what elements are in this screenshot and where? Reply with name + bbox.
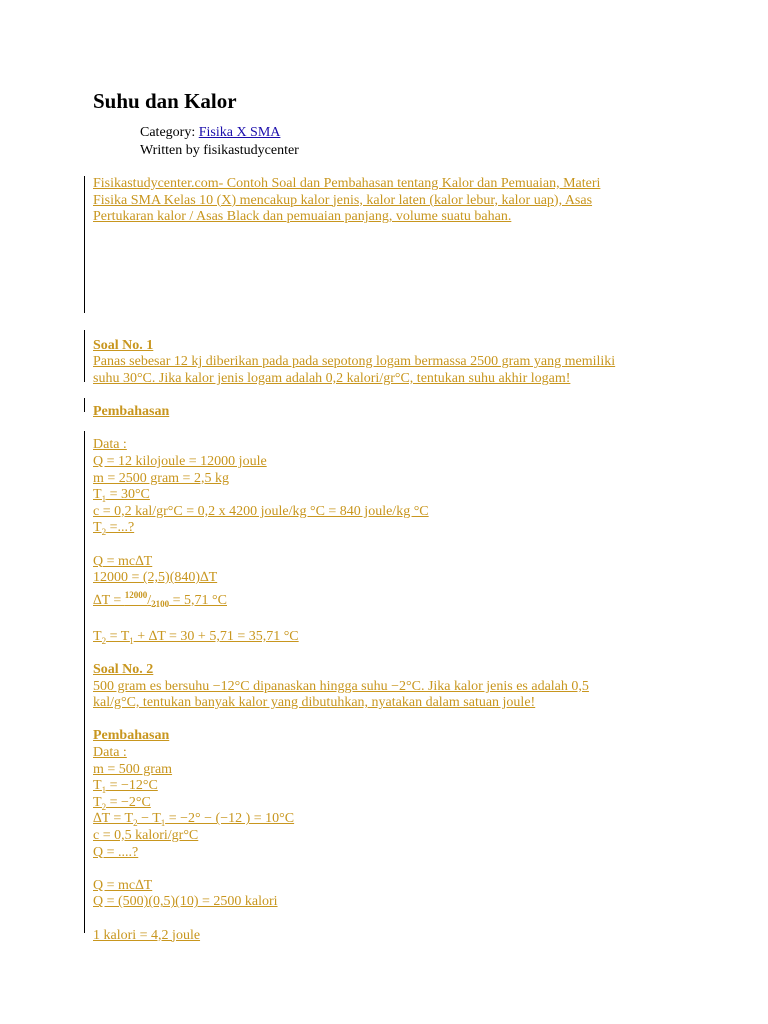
given-t2[interactable]: $T_2$ =...? xyxy=(93,520,135,538)
intro-paragraph[interactable] xyxy=(93,176,693,226)
margin-rule xyxy=(84,176,85,313)
data-label[interactable]: Data : xyxy=(93,745,127,761)
margin-rule xyxy=(84,431,85,933)
soal-2-line[interactable]: 500 gram es bersuhu −12°C dipanaskan hingga suhu −2°C. Jika kalor jenis es adalah 0,5 xyxy=(93,678,589,694)
result-line[interactable]: $T_2 = T_1 + \Delta T = 30 + 5,71 = 35,71$ °C xyxy=(93,628,299,646)
article-meta xyxy=(140,124,299,160)
equation-fraction[interactable]: $\Delta T = ^{12000}/_{2100} = 5,71$ °C xyxy=(93,589,227,609)
soal-2 xyxy=(93,662,693,712)
soal-1-line[interactable]: Panas sebesar 12 kj diberikan pada pada sepotong logam bermassa 2500 gram yang memiliki xyxy=(93,354,616,370)
given-t1[interactable]: $T_1 = -12^\circ C$ xyxy=(93,778,158,796)
soal-2-line[interactable]: kal/g°C, tentukan banyak kalor yang dibutuhkan, nyatakan dalam satuan joule! xyxy=(93,695,536,711)
intro-line[interactable]: Pertukaran kalor / Asas Black dan pemuaian panjang, volume suatu bahan. xyxy=(93,209,512,225)
spacer xyxy=(93,226,693,338)
given-c[interactable]: c = 0,5 kalori/gr°C xyxy=(93,828,199,843)
pembahasan-1 xyxy=(93,404,693,645)
pembahasan-1-heading[interactable]: Pembahasan xyxy=(93,404,170,420)
margin-rule xyxy=(84,330,85,382)
given-c[interactable]: c = 0,2 kal/gr°C = 0,2 x 4200 joule/kg °C = 840 joule/kg °C xyxy=(93,503,429,519)
category-label: Category: xyxy=(140,125,196,140)
pembahasan-2-heading[interactable]: Pembahasan xyxy=(93,728,170,744)
equation[interactable]: Q = mc∆T xyxy=(93,877,153,893)
soal-2-heading[interactable]: Soal No. 2 xyxy=(93,662,154,678)
equation[interactable]: Q = (500)(0,5)(10) = 2500 kalori xyxy=(93,894,278,910)
equation[interactable]: Q = mc∆T xyxy=(93,553,153,569)
given-dt[interactable]: $\Delta T = T_2 - T_1 = -2^\circ - (-12$ ) = 10°C xyxy=(93,811,295,829)
equation[interactable]: 12000 = (2,5)(840)∆T xyxy=(93,570,218,586)
pembahasan-2 xyxy=(93,728,693,944)
category-line xyxy=(140,124,299,142)
margin-rule xyxy=(84,398,85,412)
given-m[interactable]: m = 500 gram xyxy=(93,761,173,777)
article-body xyxy=(93,176,693,944)
data-label[interactable]: Data : xyxy=(93,437,127,453)
intro-line[interactable]: Fisikastudycenter.com- Contoh Soal dan Pembahasan tentang Kalor dan Pemuaian, Materi xyxy=(93,176,601,191)
given-t1[interactable]: $T_1 = 30^\circ C$ xyxy=(93,487,150,504)
given-t2[interactable]: $T_2 = -2^\circ C$ xyxy=(93,794,151,812)
category-link[interactable]: Fisika X SMA xyxy=(198,125,281,140)
given-q[interactable]: Q = 12 kilojoule = 12000 joule xyxy=(93,453,267,469)
intro-line[interactable]: Fisika SMA Kelas 10 (X) mencakup kalor jenis, kalor laten (kalor lebur, kalor uap), Asas xyxy=(93,192,593,208)
soal-1 xyxy=(93,338,693,388)
page-title: Suhu dan Kalor xyxy=(93,89,237,113)
author-line: Written by fisikastudycenter xyxy=(140,143,299,158)
conversion-line[interactable]: 1 kalori = 4,2 joule xyxy=(93,927,201,943)
given-q[interactable]: Q = ....? xyxy=(93,844,139,860)
soal-1-heading[interactable]: Soal No. 1 xyxy=(93,337,154,353)
soal-1-line[interactable]: suhu 30°C. Jika kalor jenis logam adalah 0,2 kalori/gr°C, tentukan suhu akhir logam! xyxy=(93,370,571,386)
given-m[interactable]: m = 2500 gram = 2,5 kg xyxy=(93,470,229,486)
